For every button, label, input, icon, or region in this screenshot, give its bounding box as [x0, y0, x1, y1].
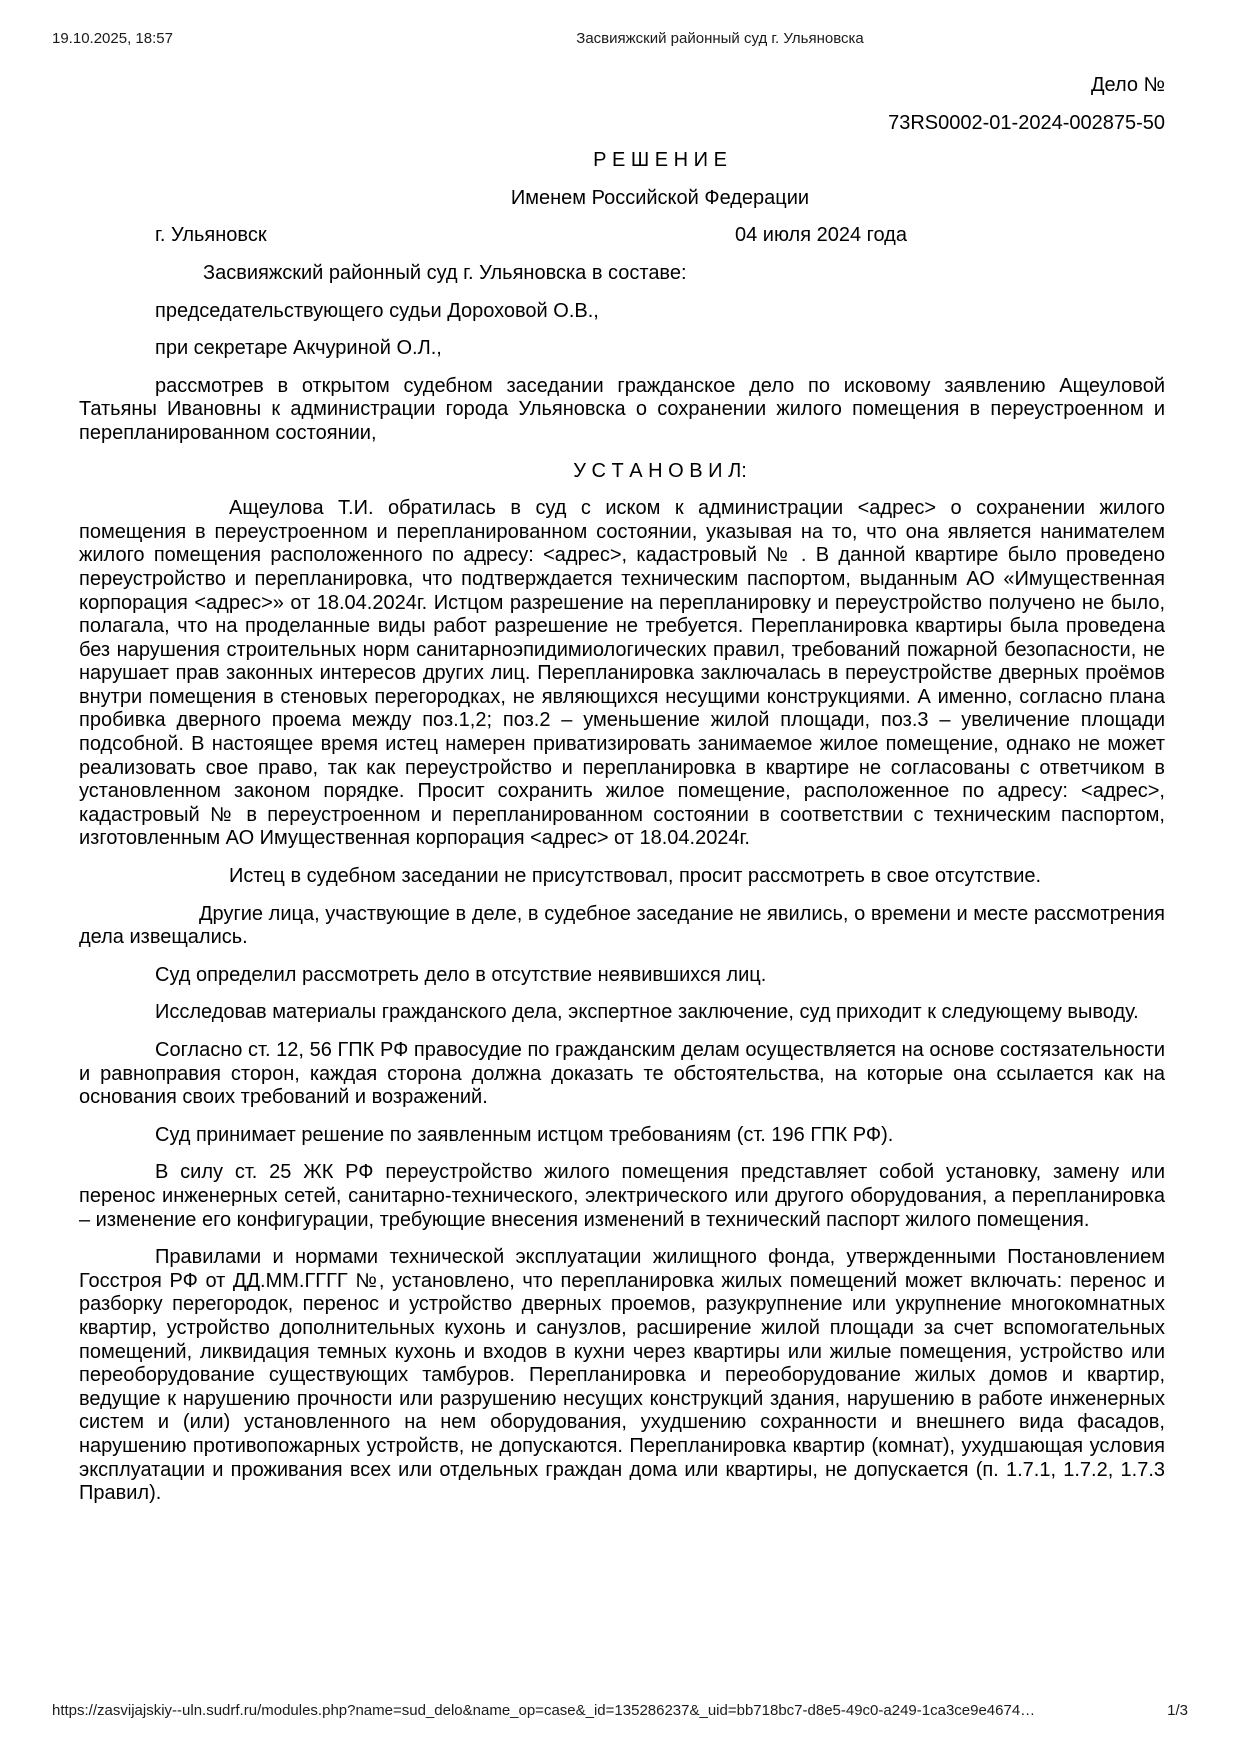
- print-footer: [0, 1702, 1240, 1722]
- body-paragraph: Согласно ст. 12, 56 ГПК РФ правосудие по гражданским делам осуществляется на основе состязательности и равноправия сторон, каждая сторона должна доказать те обстоятельства, на которые она ссылается как на основания своих требований и возражений.: [79, 1039, 1165, 1109]
- print-timestamp: 19.10.2025, 18:57: [52, 30, 173, 47]
- secretary-line: при секретаре Акчуриной О.Л.,: [155, 337, 442, 360]
- court-composition: Засвияжский районный суд г. Ульяновска в составе:: [203, 261, 687, 284]
- case-label: Дело №: [1090, 74, 1165, 96]
- body-paragraph: Истец в судебном заседании не присутствовал, просит рассмотреть в свое отсутствие.: [229, 865, 1042, 888]
- place-city: г. Ульяновск: [155, 224, 267, 247]
- body-paragraph: Другие лица, участвующие в деле, в судебное заседание не явились, о времени и месте рассмотрения дела извещались.: [79, 902, 1165, 949]
- print-header: [0, 30, 1240, 50]
- case-intro: рассмотрев в открытом судебном заседании гражданское дело по исковому заявлению Ащеуловой Татьяны Ивановны к администрации города Ульяновска о сохранении жилого помещения в переустроенном и перепланированном состоянии,: [79, 374, 1165, 444]
- judge-line: председательствующего судьи Дороховой О.В.,: [155, 299, 599, 322]
- body-paragraph: Правилами и нормами технической эксплуатации жилищного фонда, утвержденными Постановлением Госстроя РФ от ДД.ММ.ГГГГ №, установлено, что перепланировка жилых помещений может включать: перенос и разборку перегородок, перенос и устройство дверных проемов, разукрупнение или укрупнение многокомнатных квартир, устройство дополнительных кухонь и санузлов, расширение жилой площади за счет вспомогательных помещений, ликвидация темных кухонь и входов в кухни через квартиры или жилые помещения, устройство или переоборудование существующих тамбуров. Перепланировка и переоборудование жилых домов и квартир, ведущие к нарушению прочности или разрушению несущих конструкций здания, нарушению в работе инженерных систем и (или) установленного на нем оборудования, ухудшению сохранности и внешнего вида фасадов, нарушению противопожарных устройств, не допускаются. Перепланировка квартир (комнат), ухудшающая условия эксплуатации и проживания всех или отдельных граждан дома или квартиры, не допускается (п. 1.7.1, 1.7.2, 1.7.3 Правил).: [79, 1246, 1165, 1505]
- source-url: https://zasvijajskiy--uln.sudrf.ru/modules.php?name=sud_delo&name_op=case&_id=135286237&_uid=bb718bc7-d8e5-49c0-a249-1ca3ce9e4674…: [52, 1702, 1036, 1719]
- decision-subtitle: Именем Российской Федерации: [510, 186, 810, 209]
- body-paragraph: Ащеулова Т.И. обратилась в суд с иском к администрации <адрес> о сохранении жилого помещения в переустроенном и перепланированном состоянии, указывая на то, что она является нанимателем жилого помещения расположенного по адресу: <адрес>, кадастровый № . В данной квартире было проведено переустройство и перепланировка, что подтверждается техническим паспортом, выданным АО «Имущественная корпорация <адрес>» от 18.04.2024г. Истцом разрешение на перепланировку и переустройство получено не было, полагала, что на проделанные виды работ разрешение не требуется. Перепланировка квартиры была проведена без нарушения строительных норм санитарноэпидимиологических правил, требований пожарной безопасности, не нарушает прав законных интересов других лиц. Перепланировка заключалась в переустройстве дверных проёмов внутри помещения в стеновых перегородках, не являющихся несущими конструкциями. А именно, согласно плана пробивка дверного проема между поз.1,2; поз.2 – уменьшение жилой площади, поз.3 – увеличение площади подсобной. В настоящее время истец намерен приватизировать занимаемое жилое помещение, однако не может реализовать свое право, так как переустройство и перепланировка в квартире не согласованы с ответчиком в установленном законом порядке. Просит сохранить жилое помещение, расположенное по адресу: <адрес>, кадастровый № в переустроенном и перепланированном состоянии в соответствии с техническим паспортом, изготовленным АО Имущественная корпорация <адрес> от 18.04.2024г.: [79, 497, 1165, 850]
- print-header-title: Засвияжский районный суд г. Ульяновска: [576, 30, 864, 47]
- body-paragraph: В силу ст. 25 ЖК РФ переустройство жилого помещения представляет собой установку, замену или перенос инженерных сетей, санитарно-технического, электрического или другого оборудования, а перепланировка – изменение его конфигурации, требующие внесения изменений в технический паспорт жилого помещения.: [79, 1161, 1165, 1231]
- body-paragraph: Исследовав материалы гражданского дела, экспертное заключение, суд приходит к следующему выводу.: [155, 1001, 1139, 1024]
- established-heading: У С Т А Н О В И Л:: [573, 459, 747, 482]
- court-decision-document: [79, 74, 1165, 1520]
- place-and-date-line: [79, 224, 1165, 248]
- case-number: 73RS0002-01-2024-002875-50: [888, 111, 1165, 134]
- decision-title: Р Е Ш Е Н И Е: [593, 149, 727, 172]
- decision-date: 04 июля 2024 года: [735, 224, 907, 247]
- body-paragraph: Суд принимает решение по заявленным истцом требованиям (ст. 196 ГПК РФ).: [155, 1123, 894, 1146]
- page-indicator: 1/3: [1167, 1702, 1188, 1719]
- body-paragraph: Суд определил рассмотреть дело в отсутствие неявившихся лиц.: [155, 963, 767, 986]
